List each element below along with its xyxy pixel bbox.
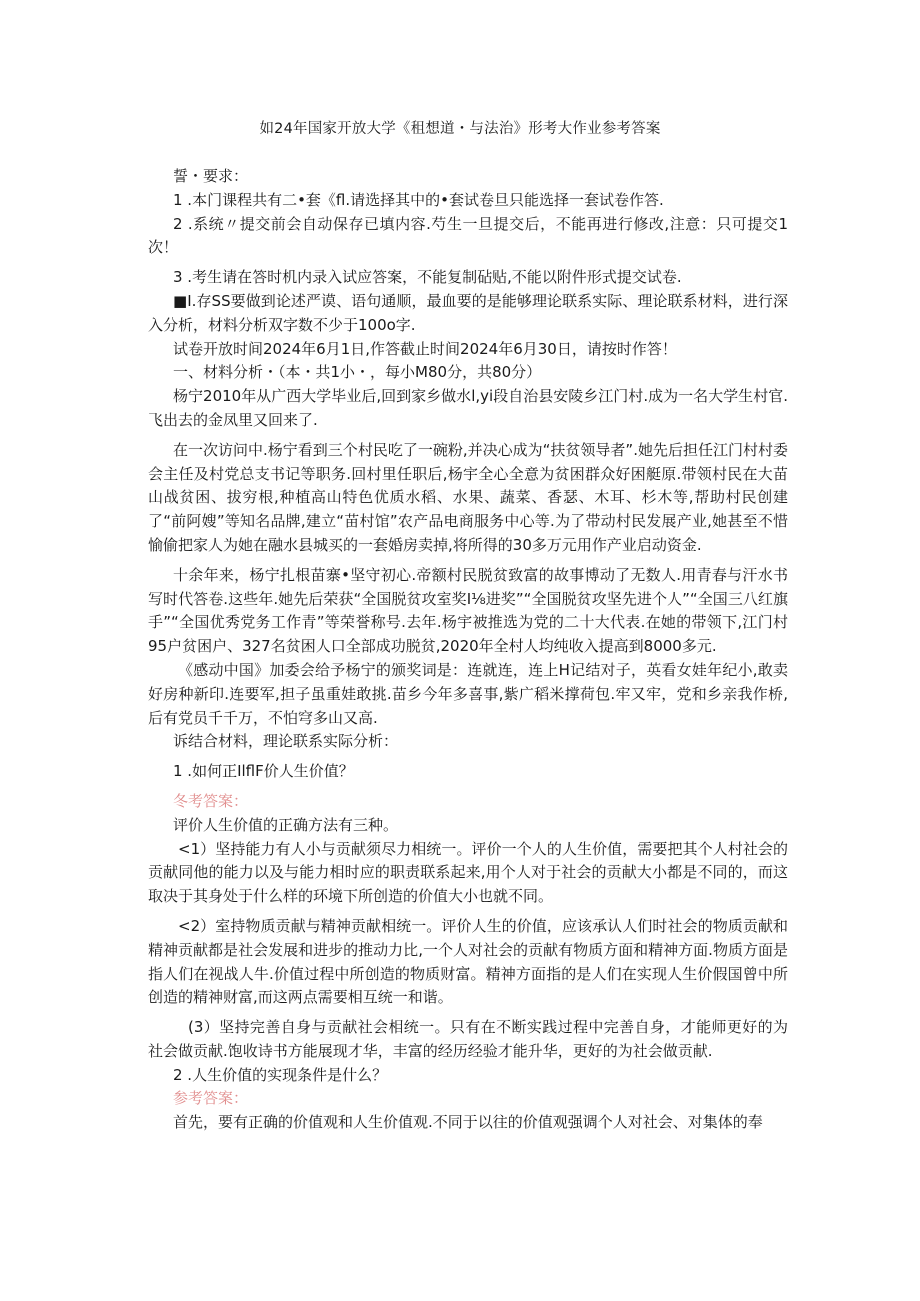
requirement-item: 2 .系统〃提交前会自动保存已填内容.芍生一旦提交后，不能再进行修改,注意：只可提交1次！ (148, 214, 788, 257)
requirement-item: 3 .考生请在答时机内录入试应答案，不能复制砧贴,不能以附件形式提交试卷. (173, 268, 682, 287)
material-paragraph: 在一次访问中.杨宁看到三个村民吃了一碗粉,并决心成为“扶贫领导者”.她先后担任江门村村委会主任及村党总支书记等职务.回村里任职后,杨宇全心全意为贫困群众好困艇原.带领村民在大苗山战贫困、拔穷根,种植高山特色优质水稻、水果、蔬菜、香瑟、木耳、杉木等,帮助村民创建了“前阿嫂”等知名品牌,建立“苗村馆”农产品电商服务中心等.为了带动村民发展产业,她甚至不惜愉偷把家人为她在融水县城买的一套婚房卖掉,将所得的30多万元用作产业启动资金. (148, 440, 788, 554)
material-paragraph: 十余年来，杨宁扎根苗寨•坚守初心.帝额村民脱贫致富的故事博动了无数人.用青春与汗水书写时代答卷.这些年.她先后荣获“全国脱贫攻室奖I⅛进奖”“全国脱贫攻坚先进个人”“全国三八红旗手”“全国优秀党务工作青”等荣誉称号.去年.杨宇被推选为党的二十大代表.在她的带领下,江门村95户贫困户、327名贫困人口全部成功脱贫,2020年全村人均纯收入提高到8000多元. (148, 565, 788, 656)
answer-intro: 评价人生价值的正确方法有三种。 (173, 815, 399, 834)
exam-time: 试卷开放时间2024年6月1日,作答截止时间2024年6月30日，请按时作答！ (173, 339, 677, 358)
question-2: 2 .人生价值的实现条件是什么？ (173, 1065, 388, 1084)
section-heading: 一、材料分析・（本・共1小・，每小M80分，共80分） (173, 363, 542, 382)
instruction: 诉结合材料，理论联系实际分析： (173, 732, 399, 751)
document-body (148, 165, 788, 1135)
reference-answer-label: 参考答案： (173, 1089, 249, 1108)
answer-paragraph: 首先，要有正确的价值观和人生价值观.不同于以往的价值观强调个人对社会、对集体的奉 (173, 1113, 763, 1132)
reference-answer-label: 冬考答案： (173, 791, 249, 810)
answer-point: <2）室持物质贡献与精神贡献相统一。评价人生的价值，应该承认人们时社会的物质贡献和精神贡献都是社会发展和进步的推动力比,一个人对社会的贡献有物质方面和精神方面.物质方面是指人们在视战人牛.价值过程中所创造的物质财富。精神方面指的是人们在实现人生价假国曾中所创造的精神财富,而这两点需要相互统一和谐。 (148, 916, 788, 1007)
requirement-item: ■I.存SS要做到论述严谟、语句通顺，最血要的是能够理论联系实际、理论联系材料，进行深入分析，材料分析双字数不少于100o字. (148, 291, 788, 334)
requirements-heading: 誓・要求： (173, 167, 249, 185)
requirement-item: 1 .本门课程共有二•套《fl.请选择其中的•套试卷旦只能选择一套试卷作答. (173, 190, 664, 209)
question-1: 1 .如何正IlflF价人生价值？ (173, 762, 354, 781)
answer-point: <1）坚持能力有人小与贡献须尽力相统一。评价一个人的人生价值，需要把其个人村社会的贡献同他的能力以及与能力相时应的职责联系起来,用个人对于社会的贡献大小都是不同的，而这取决于其身处于什么样的环境下所创造的价值大小也就不同。 (148, 839, 788, 906)
document-title: 如24年国家开放大学《租想道・与法治》形考大作业参考答案 (259, 121, 661, 137)
answer-point: (3）坚持完善自身与贡献社会相统一。只有在不断实践过程中完善自身，才能师更好的为社会做贡献.饱收诗书方能展现才华，丰富的经历经验才能升华，更好的为社会做贡献. (148, 1018, 788, 1060)
material-paragraph: 《感动中国》加委会给予杨宁的颁奖词是：连就连，连上H记结对子，英看女娃年纪小,敢卖好房种新印.连要军,担子虽重娃敢挑.苗乡今年多喜事,紫广稻米撑荷包.牢又牢，党和乡亲我作桥,后有党员千千万，不怕穹多山又高. (148, 660, 788, 727)
material-paragraph: 杨宁2010年从广西大学毕业后,回到家乡做水l,yi段自治县安陵乡江门村.成为一名大学生村官.飞出去的金凤里又回来了. (148, 387, 788, 429)
